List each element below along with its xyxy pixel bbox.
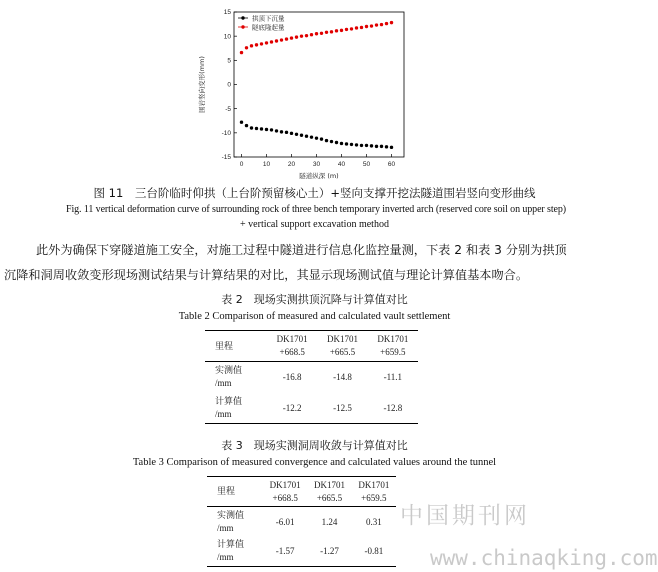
figure-caption-en-line2: + vertical support excavation method (240, 219, 389, 230)
table2-caption-cn: 表 2 现场实测拱顶沉降与计算值对比 (221, 293, 408, 306)
table2-cell: -14.8 (333, 372, 352, 383)
data-point (375, 145, 378, 148)
data-point (380, 145, 383, 148)
data-point (300, 134, 303, 137)
y-tick-label: 15 (223, 9, 231, 17)
table2-cell: -12.8 (383, 402, 403, 413)
y-tick-label: -15 (221, 154, 231, 162)
data-point (245, 124, 248, 127)
data-point (255, 43, 258, 46)
data-point (360, 26, 363, 29)
data-point (245, 46, 248, 49)
data-point (315, 136, 318, 139)
table2-cell: -11.1 (383, 372, 403, 383)
data-point (265, 128, 268, 131)
table3-row2-label: 计算值 /mm (217, 539, 245, 563)
x-tick-label: 10 (262, 161, 271, 168)
table2-col-2: DK1701 +665.5 (326, 334, 358, 357)
data-point (340, 29, 343, 32)
table3-caption-cn: 表 3 现场实测洞周收敛与计算值对比 (221, 439, 408, 452)
data-point (345, 142, 348, 145)
legend-marker (241, 25, 244, 28)
data-point (270, 128, 273, 131)
data-point (250, 44, 253, 47)
data-point (370, 24, 373, 27)
y-axis-label: 围岩竖向变形(mm) (198, 56, 206, 113)
y-tick-label: 5 (227, 57, 231, 65)
data-point (375, 23, 378, 26)
table3-cell: -0.81 (364, 546, 384, 557)
x-axis-label: 隧道纵深 (m) (299, 172, 339, 180)
data-point (385, 22, 388, 25)
data-point (390, 146, 393, 149)
table2-col-1: DK1701 +668.5 (276, 334, 308, 357)
data-point (380, 23, 383, 26)
x-tick-label: 20 (287, 161, 296, 168)
chart-marks (240, 21, 393, 149)
data-point (285, 131, 288, 134)
data-point (335, 141, 338, 144)
data-point (355, 26, 358, 29)
data-point (280, 38, 283, 41)
legend-entry: 拱顶下沉量 (252, 14, 285, 23)
data-point (270, 40, 273, 43)
x-tick-label: 0 (239, 161, 244, 168)
data-point (320, 137, 323, 140)
watermark-url: www.chinaqking.com (430, 546, 658, 570)
paragraph-line2: 沉降和洞周收敛变形现场测试结果与计算结果的对比，其显示现场测试值与理论计算值基本吻合。 (4, 268, 529, 282)
table3 (207, 476, 396, 567)
data-point (320, 32, 323, 35)
table2-cell: -16.8 (282, 372, 302, 383)
table2-header-label: 里程 (215, 340, 234, 351)
chart-legend (238, 13, 285, 31)
table2-cell: -12.2 (282, 402, 302, 413)
data-point (300, 34, 303, 37)
data-point (315, 32, 318, 35)
y-tick-label: 0 (227, 81, 231, 89)
table-row (207, 537, 396, 567)
x-tick-label: 30 (312, 161, 321, 168)
data-point (310, 135, 313, 138)
table2-header-row (205, 331, 418, 362)
data-point (340, 142, 343, 145)
x-tick-label: 40 (337, 161, 346, 168)
table3-header-row (207, 477, 396, 507)
figure-caption-en-line1: Fig. 11 vertical deformation curve of surrounding rock of three bench temporary inverted arch (reserved core soil on upper step) (66, 204, 566, 215)
data-point (350, 27, 353, 30)
data-point (260, 127, 263, 130)
table3-col-1: DK1701 +668.5 (269, 479, 301, 503)
data-point (330, 140, 333, 143)
data-point (325, 31, 328, 34)
table2-cell: -12.5 (333, 402, 352, 413)
data-point (365, 25, 368, 28)
table2-col-3: DK1701 +659.5 (377, 334, 409, 357)
data-point (255, 127, 258, 130)
data-point (280, 130, 283, 133)
watermark-cn: 中国期刊网 (400, 503, 530, 529)
legend-marker (241, 16, 244, 19)
table2-caption-en: Table 2 Comparison of measured and calculated vault settlement (178, 311, 451, 322)
paragraph-line1: 此外为确保下穿隧道施工安全，对施工过程中隧道进行信息化监控量测，下表 2 和表 3 分别为拱顶 (36, 243, 567, 257)
y-tick-label: -10 (221, 130, 231, 138)
table3-col-3: DK1701 +659.5 (358, 479, 390, 503)
data-point (355, 143, 358, 146)
data-point (390, 21, 393, 24)
data-point (240, 51, 243, 54)
data-point (370, 144, 373, 147)
x-tick-label: 60 (387, 161, 396, 168)
data-point (310, 33, 313, 36)
data-point (385, 145, 388, 148)
table3-cell: 0.31 (365, 516, 382, 527)
x-tick-label: 50 (362, 161, 371, 168)
data-point (365, 144, 368, 147)
table2-row1-label: 实测值 /mm (215, 365, 243, 389)
data-point (285, 37, 288, 40)
table3-col-2: DK1701 +665.5 (313, 479, 345, 503)
data-point (265, 41, 268, 44)
y-tick-label: -5 (225, 105, 231, 113)
table2 (205, 330, 418, 424)
table3-header-label: 里程 (217, 486, 236, 496)
data-point (350, 143, 353, 146)
data-point (260, 42, 263, 45)
plot-frame (234, 12, 404, 157)
table-row (205, 393, 418, 424)
table-row (205, 362, 418, 393)
data-point (305, 135, 308, 138)
table3-cell: -1.57 (275, 546, 295, 557)
data-point (330, 30, 333, 33)
table3-row1-label: 实测值 /mm (217, 509, 245, 533)
data-point (325, 139, 328, 142)
data-point (305, 34, 308, 37)
legend-entry: 隧底隆起量 (252, 23, 285, 32)
data-point (275, 129, 278, 132)
data-point (275, 39, 278, 42)
data-point (290, 132, 293, 135)
data-point (240, 121, 243, 124)
data-point (335, 29, 338, 32)
table3-cell: 1.24 (321, 516, 338, 527)
data-point (250, 126, 253, 129)
y-tick-label: 10 (223, 33, 231, 41)
data-point (360, 144, 363, 147)
deformation-chart (190, 4, 415, 184)
table3-cell: -1.27 (320, 546, 339, 557)
figure-caption-cn: 图 11 三台阶临时仰拱（上台阶预留核心土）+竖向支撑开挖法隧道围岩竖向变形曲线 (93, 186, 536, 200)
data-point (295, 35, 298, 38)
table2-row2-label: 计算值 /mm (215, 395, 243, 419)
data-point (295, 133, 298, 136)
data-point (290, 36, 293, 39)
table3-cell: -6.01 (275, 516, 295, 527)
table-row (207, 507, 396, 537)
table3-caption-en: Table 3 Comparison of measured convergence and calculated values around the tunnel (132, 457, 497, 468)
data-point (345, 28, 348, 31)
